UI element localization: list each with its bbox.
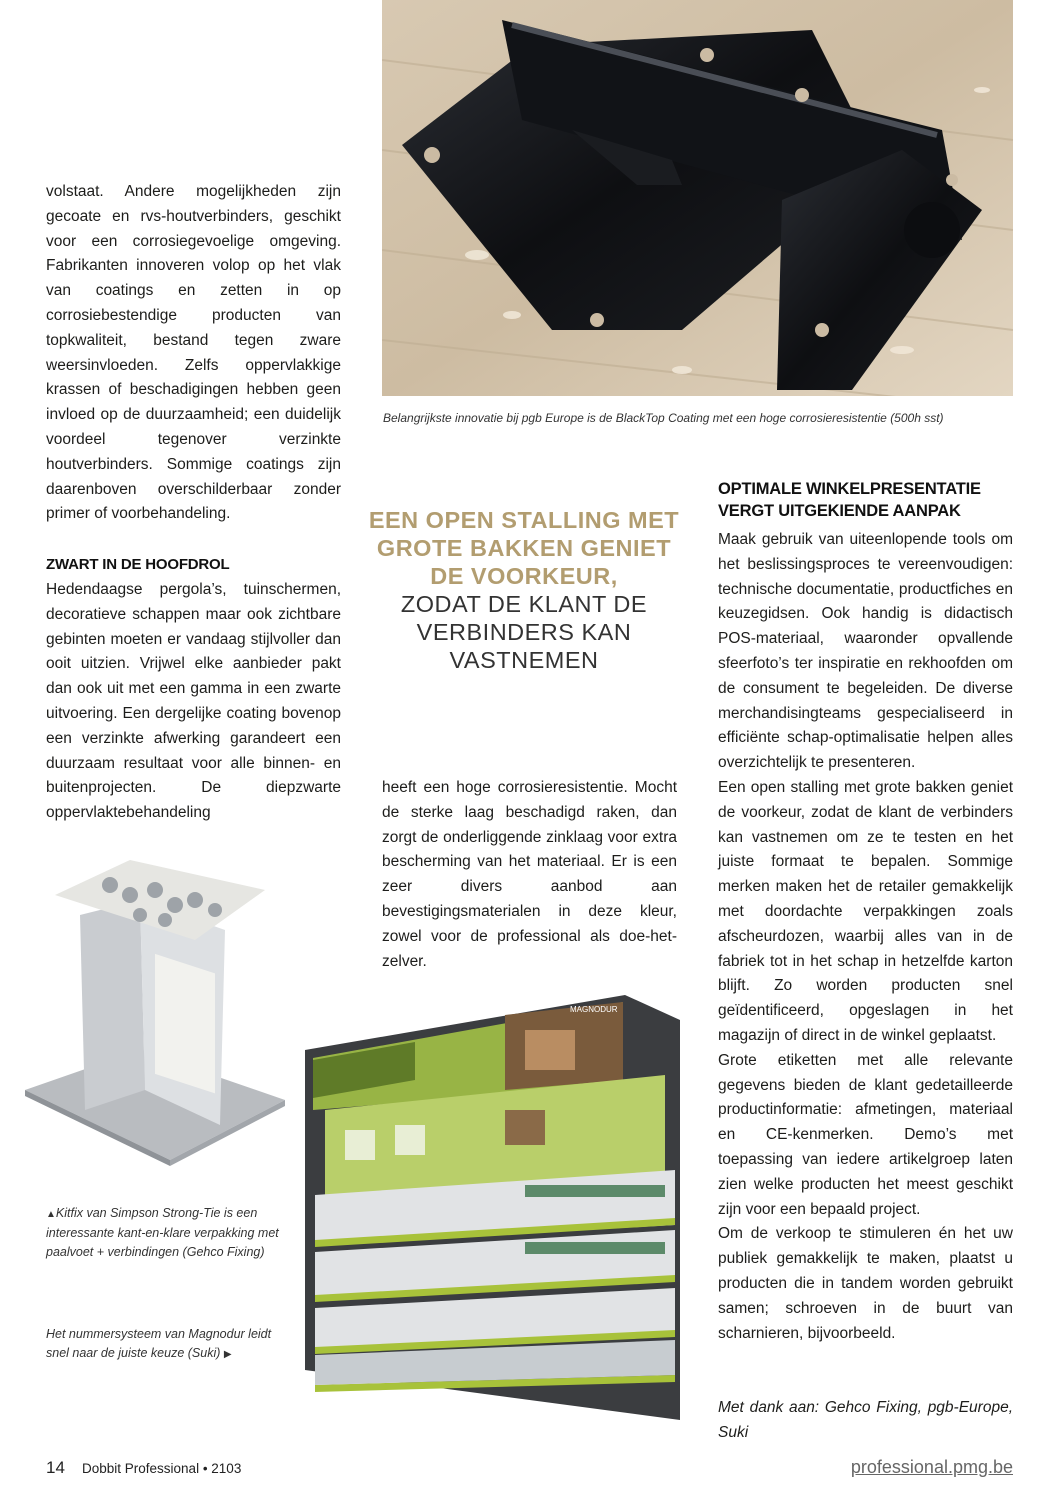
- latch-photo: [382, 0, 1013, 396]
- website-link[interactable]: professional.pmg.be: [850, 1457, 1013, 1477]
- kitfix-photo: [20, 860, 290, 1195]
- right-arrow-icon: ▶: [223, 1349, 232, 1360]
- magazine-name: Dobbit Professional • 2103: [82, 1461, 242, 1476]
- section-heading-winkelpresentatie: OPTIMALE WINKELPRESENTATIE VERGT UITGEKIENDE AANPAK: [718, 480, 981, 520]
- pull-quote-accent: EEN OPEN STALLING MET GROTE BAKKEN GENIET DE VOORKEUR,: [368, 507, 680, 589]
- column-2-paragraph: heeft een hoge corrosieresistentie. Mocht de sterke laag beschadigd raken, dan zorgt de onderliggende zinklaag voor extra bescherming van het materiaal. Er is een zeer divers aanbod aan bevestigingsmaterialen in deze kleur, zowel voor de professional als doe-het-zelver.: [382, 779, 677, 970]
- column-1-paragraph-2: Hedendaagse pergola’s, tuinschermen, decoratieve schappen maar ook zichtbare gebinten moeten er vandaag stijlvoller dan ooit uitzien. Vrijwel elke aanbieder pakt dan ook uit met een gamma in een zwarte uitvoering. Een dergelijke coating bovenop een verzinkte afwerking garandeert een duurzaam resultaat voor alle binnen- en buitenprojecten. De diepzwarte oppervlaktebehandeling: [46, 581, 341, 822]
- column-3-paragraph-1: Maak gebruik van uiteenlopende tools om het beslissingsproces te vereenvoudigen: technische documentatie, productfiches en keuzegidsen. Ook handig is didactisch POS-materiaal, waaronder opvallende sfeerfoto’s ter inspiratie en rekhoofden om de consument te begeleiden. De diverse merchandisingteams gespecialiseerd in efficiënte schap-optimalisatie helpen alles overzichtelijk te presenteren.: [718, 531, 1013, 772]
- pull-quote-rest: ZODAT DE KLANT DE VERBINDERS KAN VASTNEMEN: [400, 591, 648, 673]
- up-arrow-icon: ▲: [46, 1209, 56, 1220]
- column-1-text-top: [46, 180, 341, 527]
- column-3-paragraph-2: Een open stalling met grote bakken geniet de voorkeur, zodat de klant de verbinders kan vastnemen om ze te testen en het juiste formaat te bepalen. Sommige merken maken het de retailer gemakkelijk met doordachte verpakkingen zoals afscheurdozen, waarbij alles van in de fabriek tot in het schap in hetzelfde karton blijft. Zo worden producten snel geïdentificeerd, opgeslagen in het magazijn of direct in de winkel geplaatst.: [718, 778, 1013, 1044]
- column-1-text-bottom: [46, 578, 341, 826]
- display-brand-label: MAGNODUR: [570, 1005, 618, 1014]
- column-3-text: [718, 528, 1013, 1346]
- column-3-paragraph-4: Om de verkoop te stimuleren én het uw publiek gemakkelijk te maken, plaatst u producten die in tandem worden gebruikt samen; schroeven in de buurt van scharnieren, bijvoorbeeld.: [718, 1225, 1013, 1342]
- column-3-paragraph-3: Grote etiketten met alle relevante gegevens bieden de klant gedetailleerde productinformatie: afmetingen, materiaal en CE-kenmerken. Demo’s met toepassing van iedere artikelgroep laten zien welke producten het meest geschikt zijn voor een bepaald project.: [718, 1051, 1013, 1218]
- magnodur-display-photo: [305, 990, 685, 1428]
- section-heading-zwart: ZWART IN DE HOOFDROL: [46, 556, 230, 573]
- column-1-paragraph-1: volstaat. Andere mogelijkheden zijn gecoate en rvs-houtverbinders, geschikt voor een corrosiegevoelige omgeving. Fabrikanten innoveren volop op het vlak van coatings en zetten in op corrosiebestendige producten van topkwaliteit, bestand tegen zware weersinvloeden. Zelfs oppervlakkige krassen of beschadigingen hebben geen invloed op de duurzaamheid; een duidelijk voordeel tegenover verzinkte houtverbinders. Sommige coatings zijn daarenboven overschilderbaar zonder primer of voorbehandeling.: [46, 183, 341, 523]
- acknowledgement: Met dank aan: Gehco Fixing, pgb-Europe, Suki: [718, 1399, 1013, 1441]
- page-number: 14: [46, 1458, 65, 1477]
- magnodur-caption: Het nummersysteem van Magnodur leidt snel naar de juiste keuze (Suki) ▶: [46, 1327, 272, 1360]
- latch-caption: Belangrijkste innovatie bij pgb Europe is de BlackTop Coating met een hoge corrosieresistentie (500h sst): [383, 411, 944, 425]
- kitfix-caption: ▲Kitfix van Simpson Strong-Tie is een interessante kant-en-klare verpakking met paalvoet + verbindingen (Gehco Fixing): [46, 1206, 279, 1259]
- column-2-text: [382, 776, 677, 974]
- pull-quote: [368, 506, 680, 674]
